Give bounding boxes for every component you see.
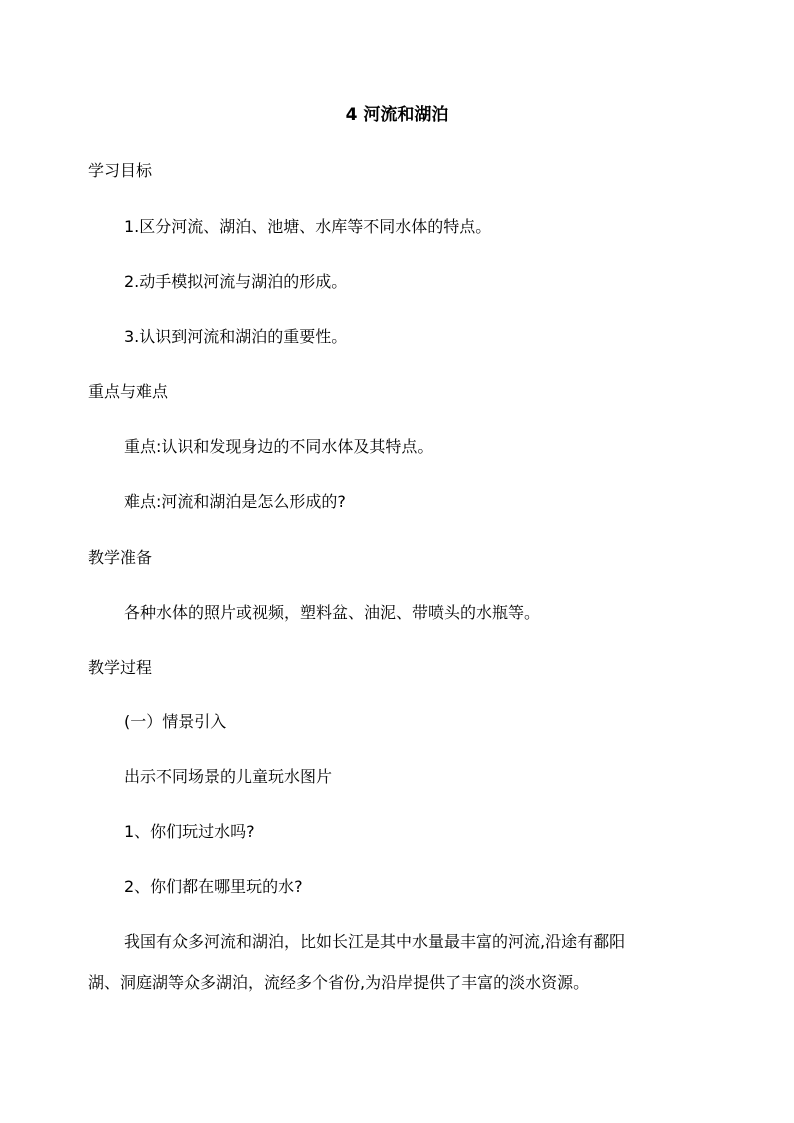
key-point: 重点:认识和发现身边的不同水体及其特点。 xyxy=(124,437,434,456)
section-heading-process: 教学过程 xyxy=(88,658,153,677)
section-heading-learning-goals: 学习目标 xyxy=(88,161,153,180)
learning-goal-2: 2.动手模拟河流与湖泊的形成。 xyxy=(124,272,348,291)
process-question-2: 2、你们都在哪里玩的水? xyxy=(124,877,303,896)
document-title: 4 河流和湖泊 xyxy=(345,105,449,125)
process-show-pictures: 出示不同场景的儿童玩水图片 xyxy=(124,767,333,786)
section-heading-key-points: 重点与难点 xyxy=(88,382,169,401)
process-paragraph-line-1: 我国有众多河流和湖泊，比如长江是其中水量最丰富的河流,沿途有鄱阳 xyxy=(124,932,626,951)
preparation-materials: 各种水体的照片或视频，塑料盆、油泥、带喷头的水瓶等。 xyxy=(124,603,541,622)
process-paragraph-line-2: 湖、洞庭湖等众多湖泊，流经多个省份,为沿岸提供了丰富的淡水资源。 xyxy=(88,973,590,992)
learning-goal-3: 3.认识到河流和湖泊的重要性。 xyxy=(124,327,348,346)
section-heading-preparation: 教学准备 xyxy=(88,548,153,567)
process-step-intro: (一）情景引入 xyxy=(124,712,227,731)
learning-goal-1: 1.区分河流、湖泊、池塘、水库等不同水体的特点。 xyxy=(124,217,492,236)
difficult-point: 难点:河流和湖泊是怎么形成的? xyxy=(124,492,346,511)
process-question-1: 1、你们玩过水吗? xyxy=(124,822,255,841)
